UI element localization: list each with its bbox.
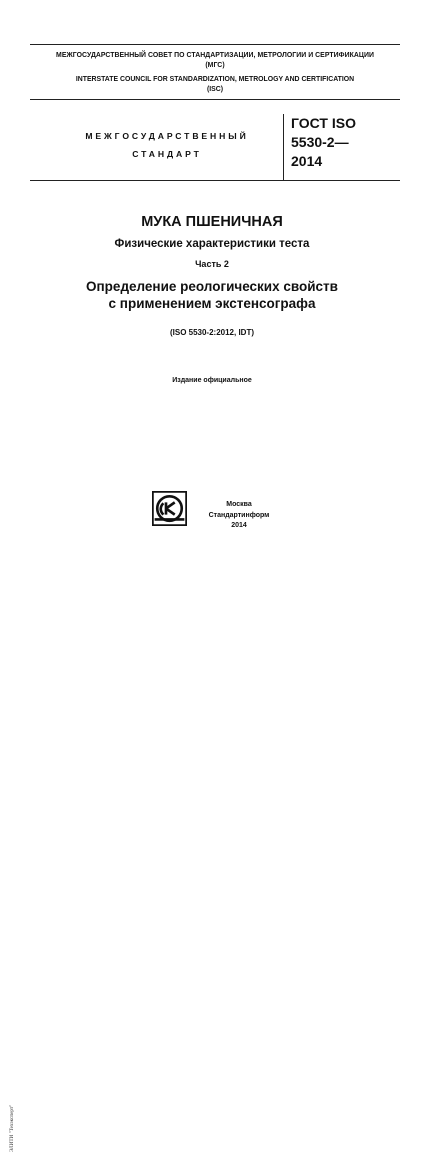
standartinform-logo-icon [152, 491, 187, 526]
document-title: МУКА ПШЕНИЧНАЯ [141, 214, 283, 230]
side-stamp [3, 552, 15, 1152]
designation-line3: 2014 [291, 153, 323, 169]
method-line2: с применением экстенсографа [108, 296, 316, 311]
publisher-year: 2014 [231, 522, 247, 529]
top-rule [30, 44, 400, 45]
standard-type-line1: МЕЖГОСУДАРСТВЕННЫЙ [85, 131, 249, 141]
council-rule [30, 99, 400, 100]
publisher-city: Москва [226, 501, 252, 508]
standard-designation [291, 114, 401, 171]
standard-type [82, 127, 252, 163]
council-name-en-line1: INTERSTATE COUNCIL FOR STANDARDIZATION, METROLOGY AND CERTIFICATION [75, 76, 355, 83]
designation-divider [283, 114, 284, 180]
publisher-name: Стандартинформ [208, 511, 270, 519]
designation-line1: ГОСТ ISO [291, 115, 356, 131]
side-stamp-text: ЭЛИТИ "Техэксперт" [9, 1104, 15, 1152]
council-name-ru [30, 51, 400, 71]
council-abbrev-en: (ISC) [206, 86, 224, 93]
method-line1: Определение реологических свойств [86, 279, 338, 294]
document-subtitle: Физические характеристики теста [114, 238, 310, 250]
iso-reference: (ISO 5530-2:2012, IDT) [169, 328, 255, 337]
designation-line2: 5530-2— [291, 134, 349, 150]
council-name-ru-line1: МЕЖГОСУДАРСТВЕННЫЙ СОВЕТ ПО СТАНДАРТИЗАЦИИ, МЕТРОЛОГИИ И СЕРТИФИКАЦИИ [56, 52, 374, 59]
document-part: Часть 2 [195, 259, 229, 269]
edition-note: Издание официальное [172, 377, 252, 384]
council-name-en [30, 75, 400, 95]
header-bottom-rule [30, 180, 400, 181]
publisher-info [194, 500, 284, 532]
document-method [30, 278, 394, 312]
council-abbrev-ru: (МГС) [205, 62, 225, 69]
standard-type-line2: СТАНДАРТ [132, 149, 202, 159]
